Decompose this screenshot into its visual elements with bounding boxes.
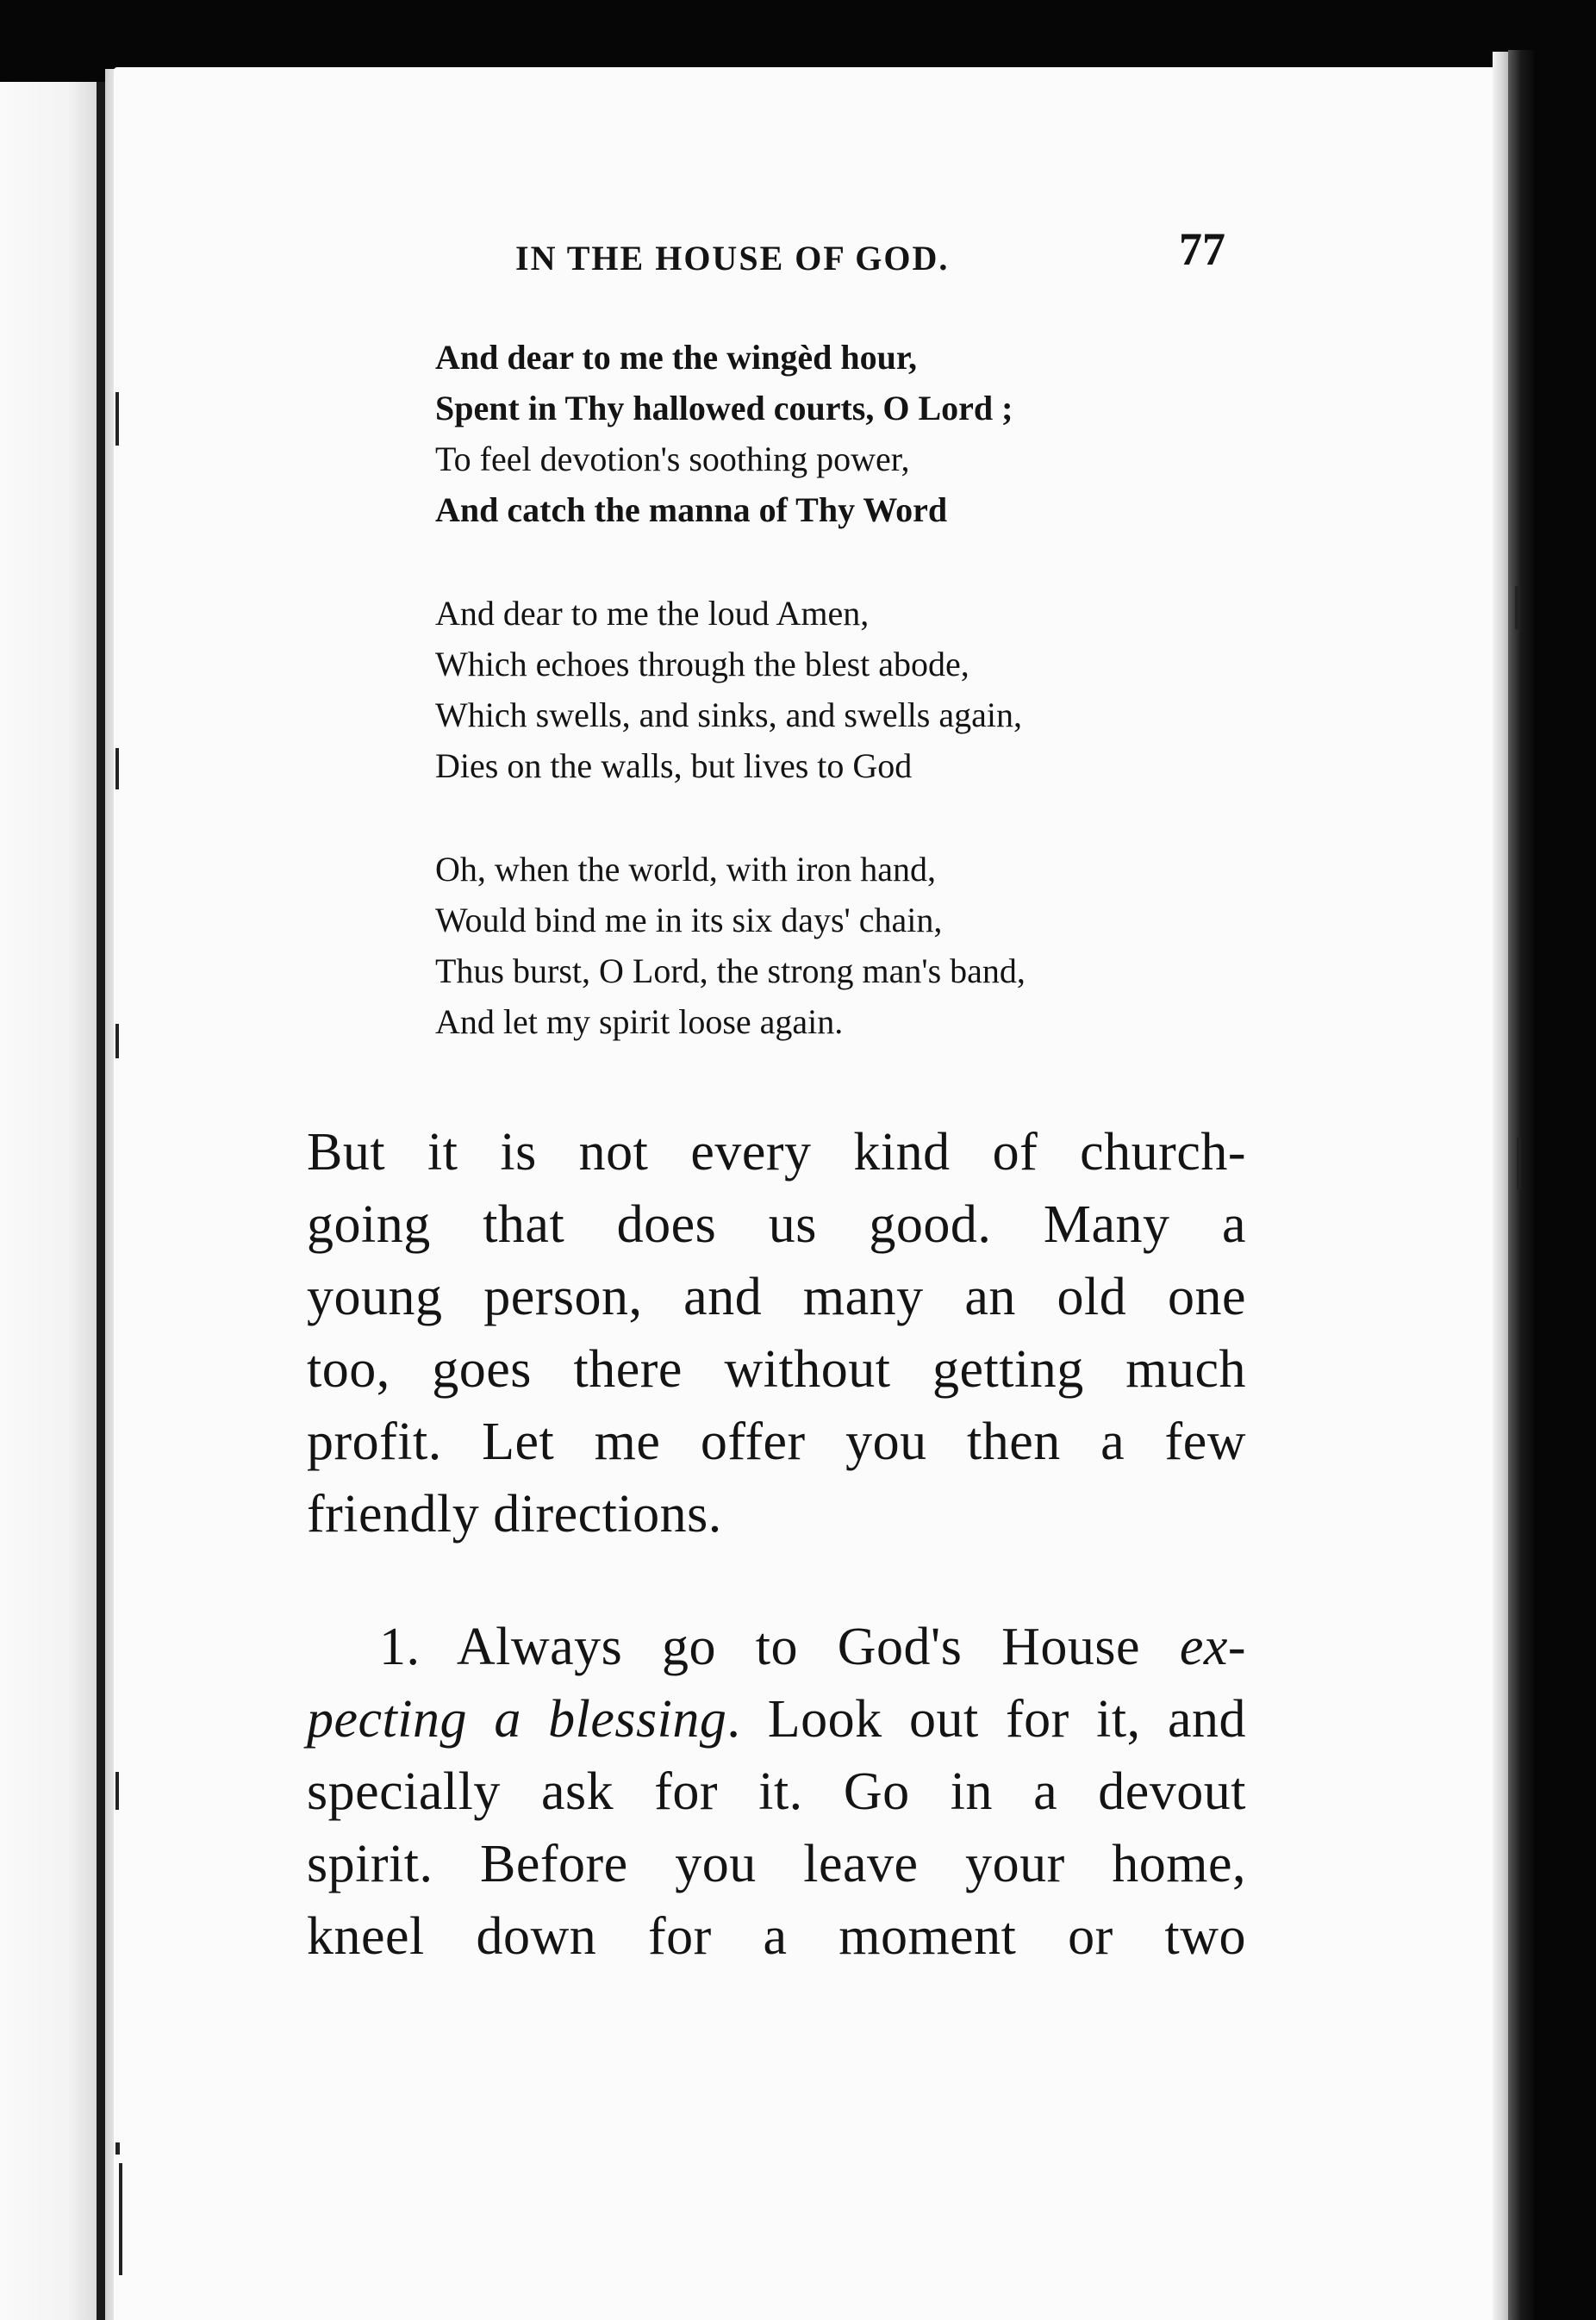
paragraph-line: going that does us good. Many a [307,1195,1246,1254]
poem-line: Would bind me in its six days' chain, [435,901,943,939]
page-number: 77 [1179,223,1225,275]
paragraph-line: too, goes there without getting much [307,1340,1246,1399]
paragraph-line [307,1611,1246,1683]
edge-mark [1517,1138,1521,1189]
poem-line: Dies on the walls, but lives to God [435,746,913,785]
gutter-mark [119,2163,122,2275]
paragraph-text: . Look out for it, and [726,1690,1246,1749]
book-fore-edge [1508,50,1534,2320]
poem-line: And dear to me the wingèd hour, [435,338,917,377]
paragraph-text: 1. Always go to God's House [379,1618,1141,1676]
gutter-mark [115,392,119,446]
gutter-mark [115,1772,119,1810]
paragraph-line: profit. Let me offer you then a few [307,1413,1246,1471]
paragraph [307,1116,1246,1550]
emphasis-text: ex- [1179,1618,1246,1676]
poem-line: Which swells, and sinks, and swells again, [435,695,1022,734]
gutter-mark [115,1024,119,1058]
book-gutter [97,82,105,2320]
poem-stanza [435,844,1383,1047]
paragraph-line: young person, and many an old one [307,1268,1246,1326]
poem-line: And dear to me the loud Amen, [435,594,870,633]
poem-line: And let my spirit loose again. [435,1002,844,1041]
poem-line: And catch the manna of Thy Word [435,490,948,529]
poem-line: Thus burst, O Lord, the strong man's band, [435,951,1026,990]
page-edge [1493,52,1508,2320]
paragraph-line: spirit. Before you leave your home, [307,1835,1246,1893]
poem-line: To feel devotion's soothing power, [435,440,910,478]
paragraph [307,1611,1246,1973]
edge-mark [1515,586,1520,629]
poem [435,332,1383,1100]
gutter-mark [115,2142,120,2155]
poem-line: Which echoes through the blest abode, [435,645,969,683]
paragraph-line: friendly directions. [307,1485,722,1544]
poem-stanza [435,332,1383,535]
paragraph-line [307,1683,1246,1756]
facing-page-edge [0,82,97,2320]
paragraph-line: kneel down for a moment or two [307,1907,1246,1966]
emphasis-text: pecting a blessing [307,1690,727,1749]
poem-line: Spent in Thy hallowed courts, O Lord ; [435,389,1013,427]
poem-line: Oh, when the world, with iron hand, [435,850,937,889]
paragraph-line: specially ask for it. Go in a devout [307,1762,1246,1821]
gutter-mark [115,748,119,789]
paragraph-line: But it is not every kind of church- [307,1123,1246,1182]
poem-stanza [435,588,1383,791]
prose-body [307,1116,1246,2033]
running-head: IN THE HOUSE OF GOD. [515,239,950,278]
